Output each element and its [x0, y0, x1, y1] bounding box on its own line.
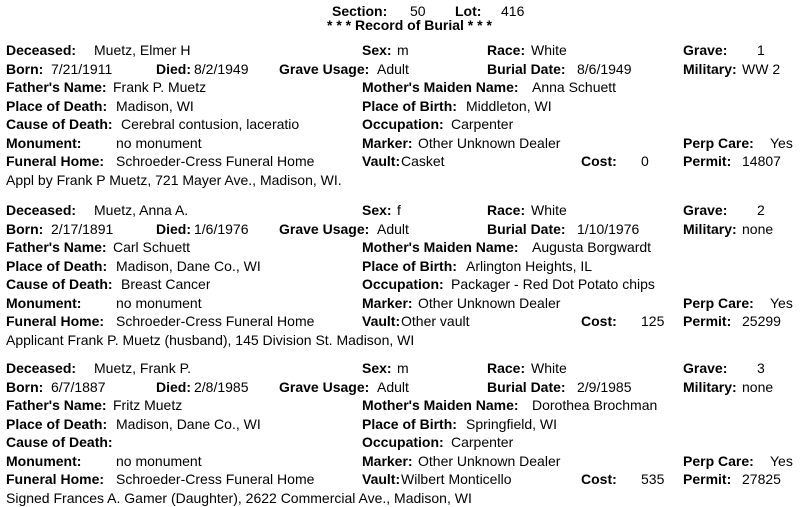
permit-label: Permit:: [683, 313, 732, 329]
place-of-birth-label: Place of Birth:: [362, 257, 457, 274]
vault-label: Vault:: [362, 153, 401, 169]
cause-value: Cerebral contusion, laceratio: [121, 116, 300, 132]
lot-label: Lot:: [455, 3, 482, 19]
grave-usage-label: Grave Usage:: [279, 220, 370, 237]
applicant-note: Applicant Frank P. Muetz (husband), 145 Division St. Madison, WI: [6, 331, 415, 348]
deceased-value: Muetz, Elmer H: [94, 42, 191, 58]
race-label: Race:: [487, 202, 526, 218]
military-value: WW 2: [742, 60, 781, 77]
cost-value: 0: [641, 153, 649, 169]
vault-label: Vault:: [362, 313, 401, 329]
place-of-death-value: Madison, WI: [116, 97, 194, 114]
place-of-birth-label: Place of Birth:: [362, 97, 457, 114]
grave-usage-label: Grave Usage:: [279, 60, 370, 77]
died-value: 2/8/1985: [194, 378, 249, 395]
permit-value: 27825: [742, 471, 781, 487]
grave-label: Grave:: [683, 202, 728, 218]
cost-value: 535: [641, 471, 665, 487]
grave-usage-label: Grave Usage:: [279, 378, 370, 395]
grave-label: Grave:: [683, 360, 728, 376]
permit-label: Permit:: [683, 471, 732, 487]
mother-label: Mother's Maiden Name:: [362, 239, 519, 255]
occupation-value: Packager - Red Dot Potato chips: [451, 276, 655, 292]
grave-usage-value: Adult: [377, 378, 409, 395]
burial-date-label: Burial Date:: [487, 220, 566, 237]
perp-care-label: Perp Care:: [683, 294, 754, 311]
cost-value: 125: [641, 313, 665, 329]
grave-value: 1: [757, 42, 765, 58]
mother-value: Augusta Borgwardt: [532, 239, 652, 255]
perp-care-label: Perp Care:: [683, 452, 754, 469]
sex-value: m: [397, 360, 409, 376]
grave-value: 3: [757, 360, 765, 376]
burial-date-label: Burial Date:: [487, 378, 566, 395]
place-of-birth-value: Springfield, WI: [466, 415, 558, 432]
vault-value: Other vault: [401, 313, 470, 329]
race-label: Race:: [487, 360, 526, 376]
occupation-label: Occupation:: [362, 276, 444, 292]
deceased-label: Deceased:: [6, 202, 77, 218]
place-of-birth-value: Arlington Heights, IL: [466, 257, 593, 274]
mother-value: Dorothea Brochman: [532, 397, 658, 413]
perp-care-value: Yes: [770, 452, 793, 469]
father-label: Father's Name:: [6, 397, 107, 413]
applicant-note: Signed Frances A. Gamer (Daughter), 2622 Commercial Ave., Madison, WI: [6, 489, 472, 506]
sex-label: Sex:: [362, 360, 392, 376]
monument-value: no monument: [116, 294, 202, 311]
deceased-label: Deceased:: [6, 42, 77, 58]
sex-label: Sex:: [362, 42, 392, 58]
applicant-note: Appl by Frank P Muetz, 721 Mayer Ave., Madison, WI.: [6, 171, 342, 188]
marker-value: Other Unknown Dealer: [418, 294, 561, 311]
mother-value: Anna Schuett: [532, 79, 617, 95]
permit-value: 14807: [742, 153, 781, 169]
father-value: Frank P. Muetz: [113, 79, 207, 95]
military-value: none: [742, 220, 774, 237]
mother-label: Mother's Maiden Name:: [362, 79, 519, 95]
burial-date-value: 2/9/1985: [577, 378, 632, 395]
section-value: 50: [410, 3, 426, 19]
born-value: 2/17/1891: [51, 220, 114, 237]
cause-label: Cause of Death:: [6, 434, 113, 450]
perp-care-value: Yes: [770, 294, 793, 311]
father-value: Fritz Muetz: [113, 397, 183, 413]
grave-usage-value: Adult: [377, 220, 409, 237]
occupation-value: Carpenter: [451, 434, 514, 450]
occupation-label: Occupation:: [362, 434, 444, 450]
father-label: Father's Name:: [6, 239, 107, 255]
funeral-home-label: Funeral Home:: [6, 471, 105, 487]
funeral-home-value: Schroeder-Cress Funeral Home: [116, 153, 315, 169]
monument-label: Monument:: [6, 294, 82, 311]
deceased-value: Muetz, Frank P.: [94, 360, 192, 376]
died-label: Died:: [156, 220, 191, 237]
marker-label: Marker:: [362, 294, 413, 311]
marker-value: Other Unknown Dealer: [418, 134, 561, 151]
born-value: 6/7/1887: [51, 378, 106, 395]
died-value: 8/2/1949: [194, 60, 249, 77]
military-value: none: [742, 378, 774, 395]
father-label: Father's Name:: [6, 79, 107, 95]
vault-value: Wilbert Monticello: [401, 471, 512, 487]
military-label: Military:: [683, 220, 737, 237]
cost-label: Cost:: [581, 313, 617, 329]
died-value: 1/6/1976: [194, 220, 249, 237]
funeral-home-label: Funeral Home:: [6, 313, 105, 329]
born-value: 7/21/1911: [51, 60, 113, 77]
place-of-birth-value: Middleton, WI: [466, 97, 552, 114]
permit-value: 25299: [742, 313, 781, 329]
marker-label: Marker:: [362, 452, 413, 469]
cost-label: Cost:: [581, 153, 617, 169]
page-title: * * * Record of Burial * * *: [327, 17, 492, 33]
grave-label: Grave:: [683, 42, 728, 58]
father-value: Carl Schuett: [113, 239, 191, 255]
cause-value: Breast Cancer: [121, 276, 211, 292]
military-label: Military:: [683, 60, 737, 77]
born-label: Born:: [6, 220, 44, 237]
occupation-label: Occupation:: [362, 116, 444, 132]
place-of-death-value: Madison, Dane Co., WI: [116, 257, 261, 274]
place-of-death-label: Place of Death:: [6, 415, 108, 432]
funeral-home-label: Funeral Home:: [6, 153, 105, 169]
vault-label: Vault:: [362, 471, 401, 487]
section-label: Section:: [332, 3, 388, 19]
perp-care-value: Yes: [770, 134, 793, 151]
died-label: Died:: [156, 60, 191, 77]
monument-label: Monument:: [6, 134, 82, 151]
lot-value: 416: [501, 3, 525, 19]
grave-usage-value: Adult: [377, 60, 409, 77]
place-of-death-value: Madison, Dane Co., WI: [116, 415, 261, 432]
marker-label: Marker:: [362, 134, 413, 151]
sex-label: Sex:: [362, 202, 392, 218]
died-label: Died:: [156, 378, 191, 395]
burial-date-value: 1/10/1976: [577, 220, 640, 237]
monument-value: no monument: [116, 452, 202, 469]
sex-value: m: [397, 42, 409, 58]
cause-label: Cause of Death:: [6, 116, 113, 132]
burial-date-label: Burial Date:: [487, 60, 566, 77]
marker-value: Other Unknown Dealer: [418, 452, 561, 469]
perp-care-label: Perp Care:: [683, 134, 754, 151]
occupation-value: Carpenter: [451, 116, 514, 132]
cause-label: Cause of Death:: [6, 276, 113, 292]
cost-label: Cost:: [581, 471, 617, 487]
monument-label: Monument:: [6, 452, 82, 469]
place-of-death-label: Place of Death:: [6, 97, 108, 114]
place-of-death-label: Place of Death:: [6, 257, 108, 274]
funeral-home-value: Schroeder-Cress Funeral Home: [116, 313, 315, 329]
race-value: White: [531, 202, 567, 218]
monument-value: no monument: [116, 134, 202, 151]
deceased-label: Deceased:: [6, 360, 77, 376]
race-value: White: [531, 42, 567, 58]
grave-value: 2: [757, 202, 765, 218]
vault-value: Casket: [401, 153, 445, 169]
mother-label: Mother's Maiden Name:: [362, 397, 519, 413]
burial-date-value: 8/6/1949: [577, 60, 632, 77]
race-label: Race:: [487, 42, 526, 58]
deceased-value: Muetz, Anna A.: [94, 202, 189, 218]
sex-value: f: [397, 202, 401, 218]
military-label: Military:: [683, 378, 737, 395]
born-label: Born:: [6, 378, 44, 395]
funeral-home-value: Schroeder-Cress Funeral Home: [116, 471, 315, 487]
permit-label: Permit:: [683, 153, 732, 169]
race-value: White: [531, 360, 567, 376]
born-label: Born:: [6, 60, 44, 77]
place-of-birth-label: Place of Birth:: [362, 415, 457, 432]
